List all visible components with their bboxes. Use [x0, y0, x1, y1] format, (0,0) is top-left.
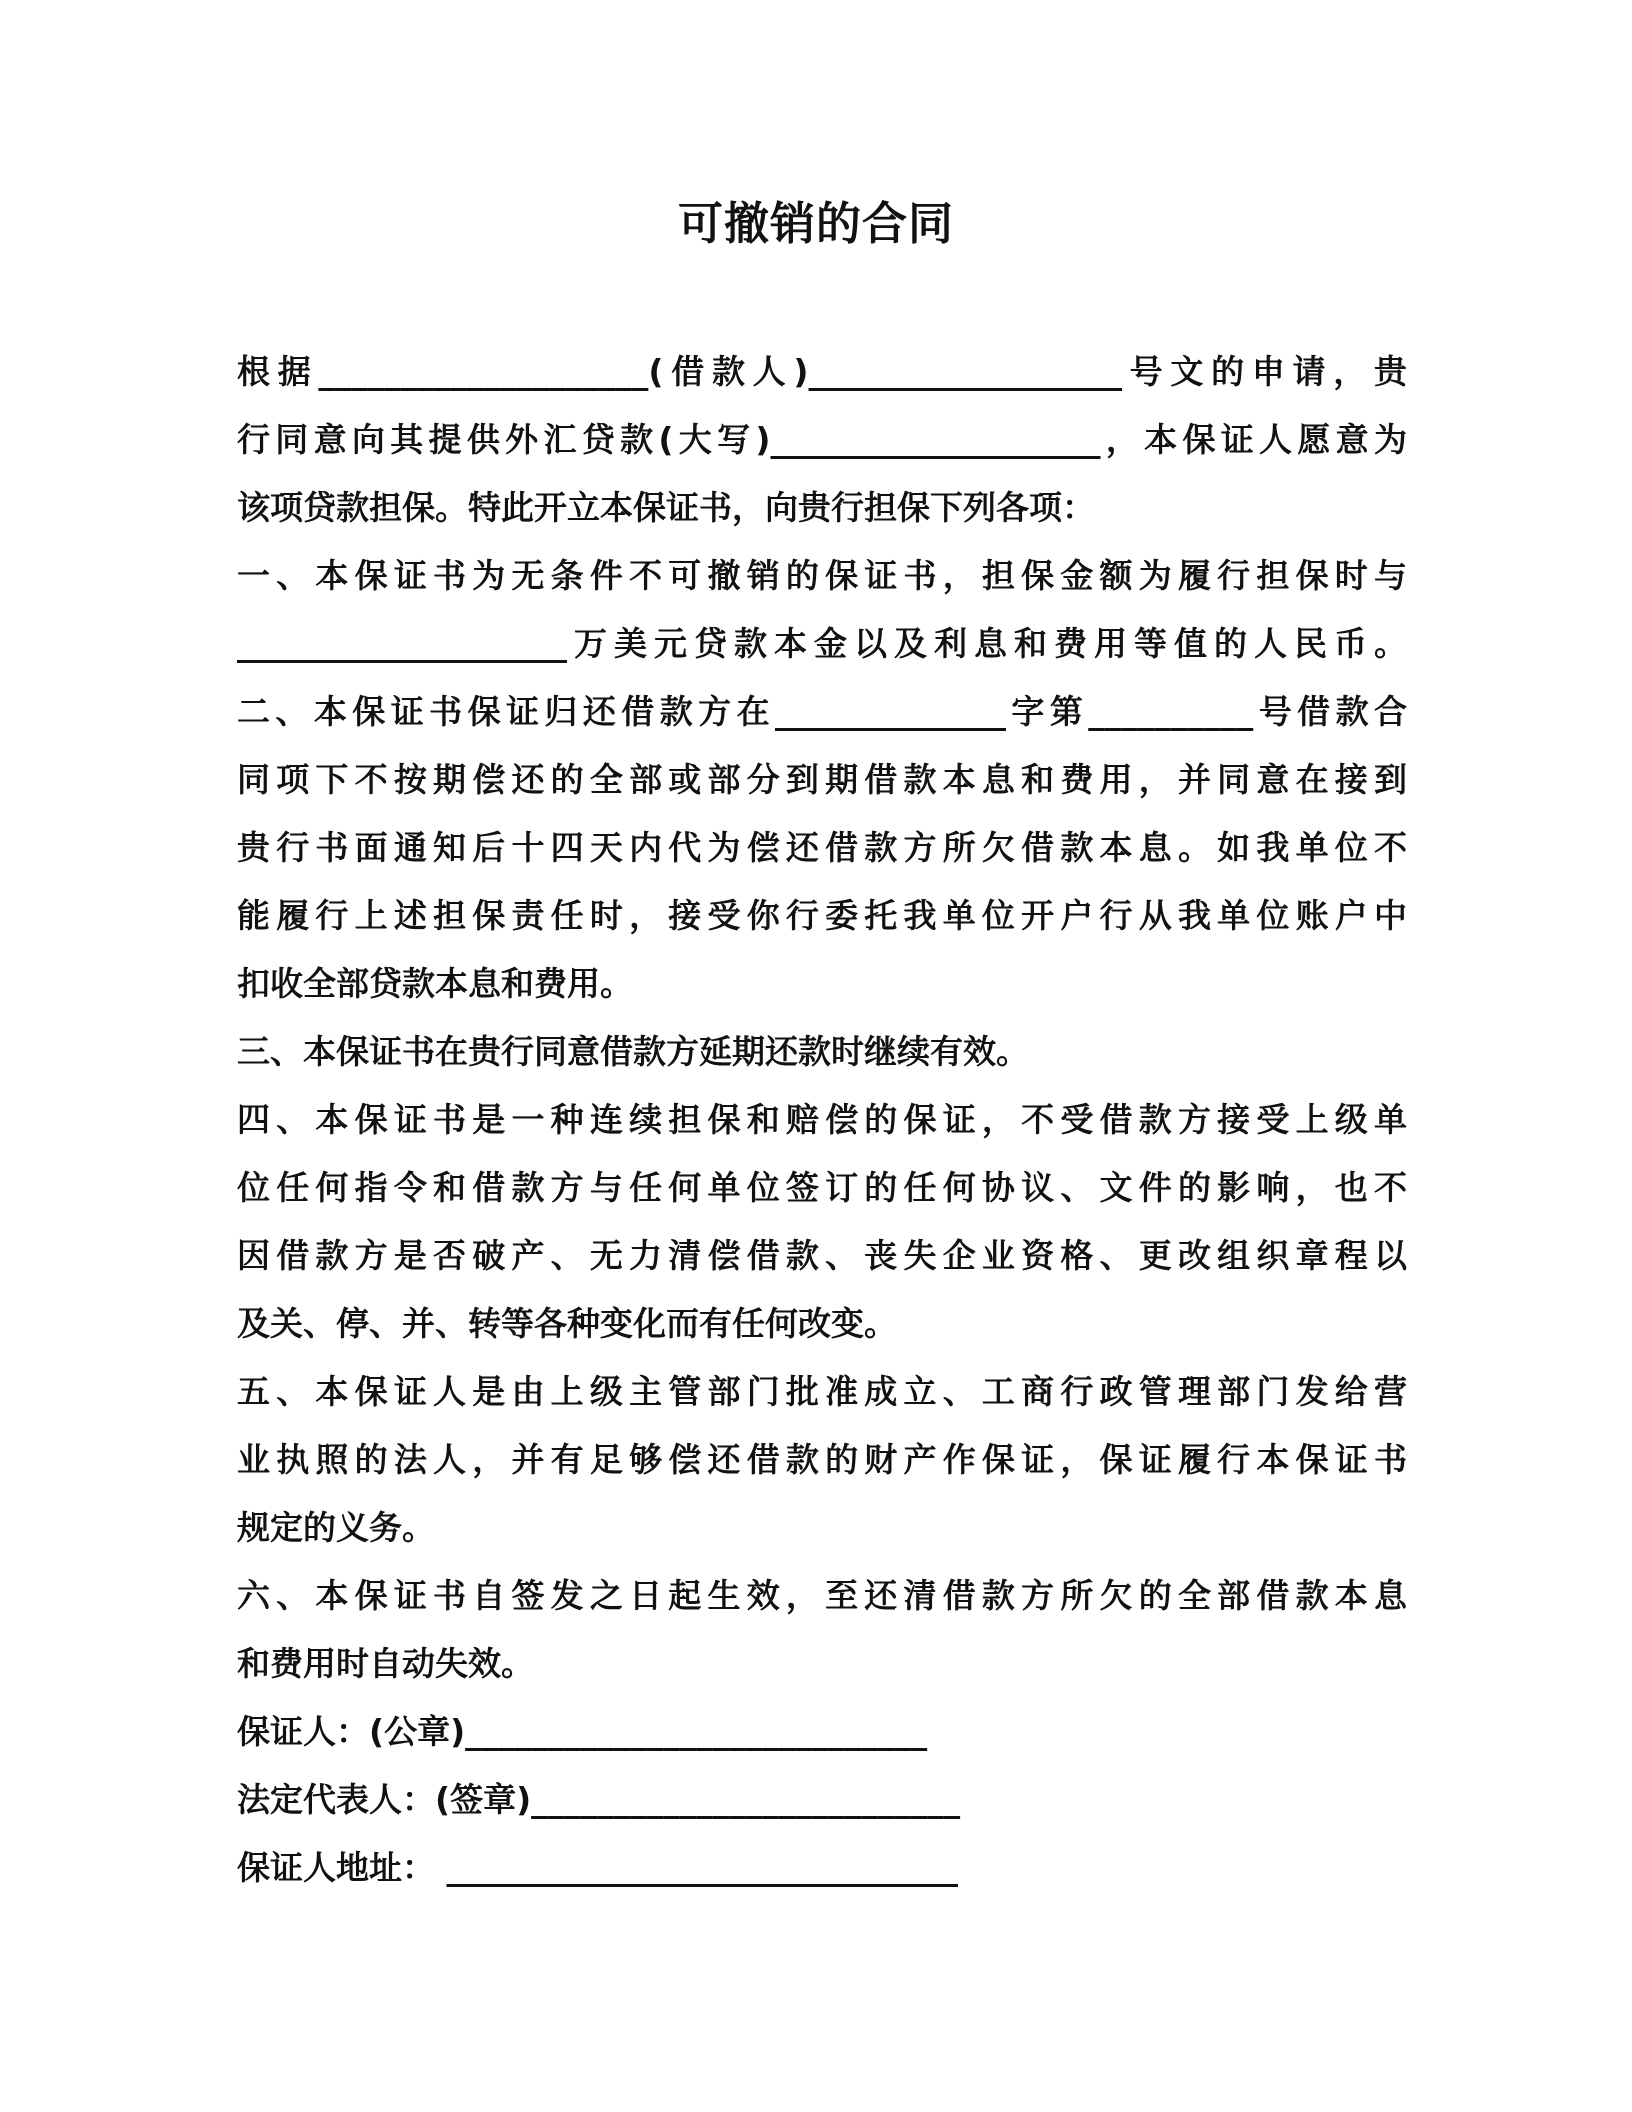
document-line: 六、本保证书自签发之日起生效，至还清借款方所欠的全部借款本息 — [237, 1576, 1407, 1615]
document-line: 保证人：(公章)____________________________ — [237, 1712, 928, 1751]
document-line: 业执照的法人，并有足够偿还借款的财产作保证，保证履行本保证书 — [237, 1440, 1407, 1479]
document-line: 五、本保证人是由上级主管部门批准成立、工商行政管理部门发给营 — [237, 1372, 1407, 1411]
document-line: 三、本保证书在贵行同意借款方延期还款时继续有效。 — [237, 1032, 1029, 1071]
document-line: 根据____________________(借款人)___________________号文的申请，贵 — [237, 352, 1407, 391]
document-line: 法定代表人：(签章)__________________________ — [237, 1780, 961, 1819]
document-line: 扣收全部贷款本息和费用。 — [237, 964, 633, 1003]
document-title: 可撤销的合同 — [677, 197, 954, 250]
document-line: 二、本保证书保证归还借款方在______________字第__________号借款合 — [237, 692, 1407, 731]
document-line: 行同意向其提供外汇贷款(大写)____________________，本保证人愿意为 — [237, 420, 1407, 459]
document-line: 该项贷款担保。特此开立本保证书，向贵行担保下列各项： — [237, 488, 1095, 527]
document-line: 四、本保证书是一种连续担保和赔偿的保证，不受借款方接受上级单 — [237, 1100, 1407, 1139]
document-line: ____________________万美元贷款本金以及利息和费用等值的人民币。 — [237, 624, 1407, 663]
document-line: 及关、停、并、转等各种变化而有任何改变。 — [237, 1304, 897, 1343]
document-line: 贵行书面通知后十四天内代为偿还借款方所欠借款本息。如我单位不 — [237, 828, 1407, 867]
document-body — [237, 338, 1407, 1902]
document-line: 位任何指令和借款方与任何单位签订的任何协议、文件的影响，也不 — [237, 1168, 1407, 1207]
document-line: 因借款方是否破产、无力清偿借款、丧失企业资格、更改组织章程以 — [237, 1236, 1407, 1275]
document-line: 和费用时自动失效。 — [237, 1644, 534, 1683]
document-line: 一、本保证书为无条件不可撤销的保证书，担保金额为履行担保时与 — [237, 556, 1407, 595]
document-line: 同项下不按期偿还的全部或部分到期借款本息和费用，并同意在接到 — [237, 760, 1407, 799]
document-line: 能履行上述担保责任时，接受你行委托我单位开户行从我单位账户中 — [237, 896, 1407, 935]
document-line: 保证人地址： _______________________________ — [237, 1848, 958, 1887]
document-line: 规定的义务。 — [237, 1508, 435, 1547]
